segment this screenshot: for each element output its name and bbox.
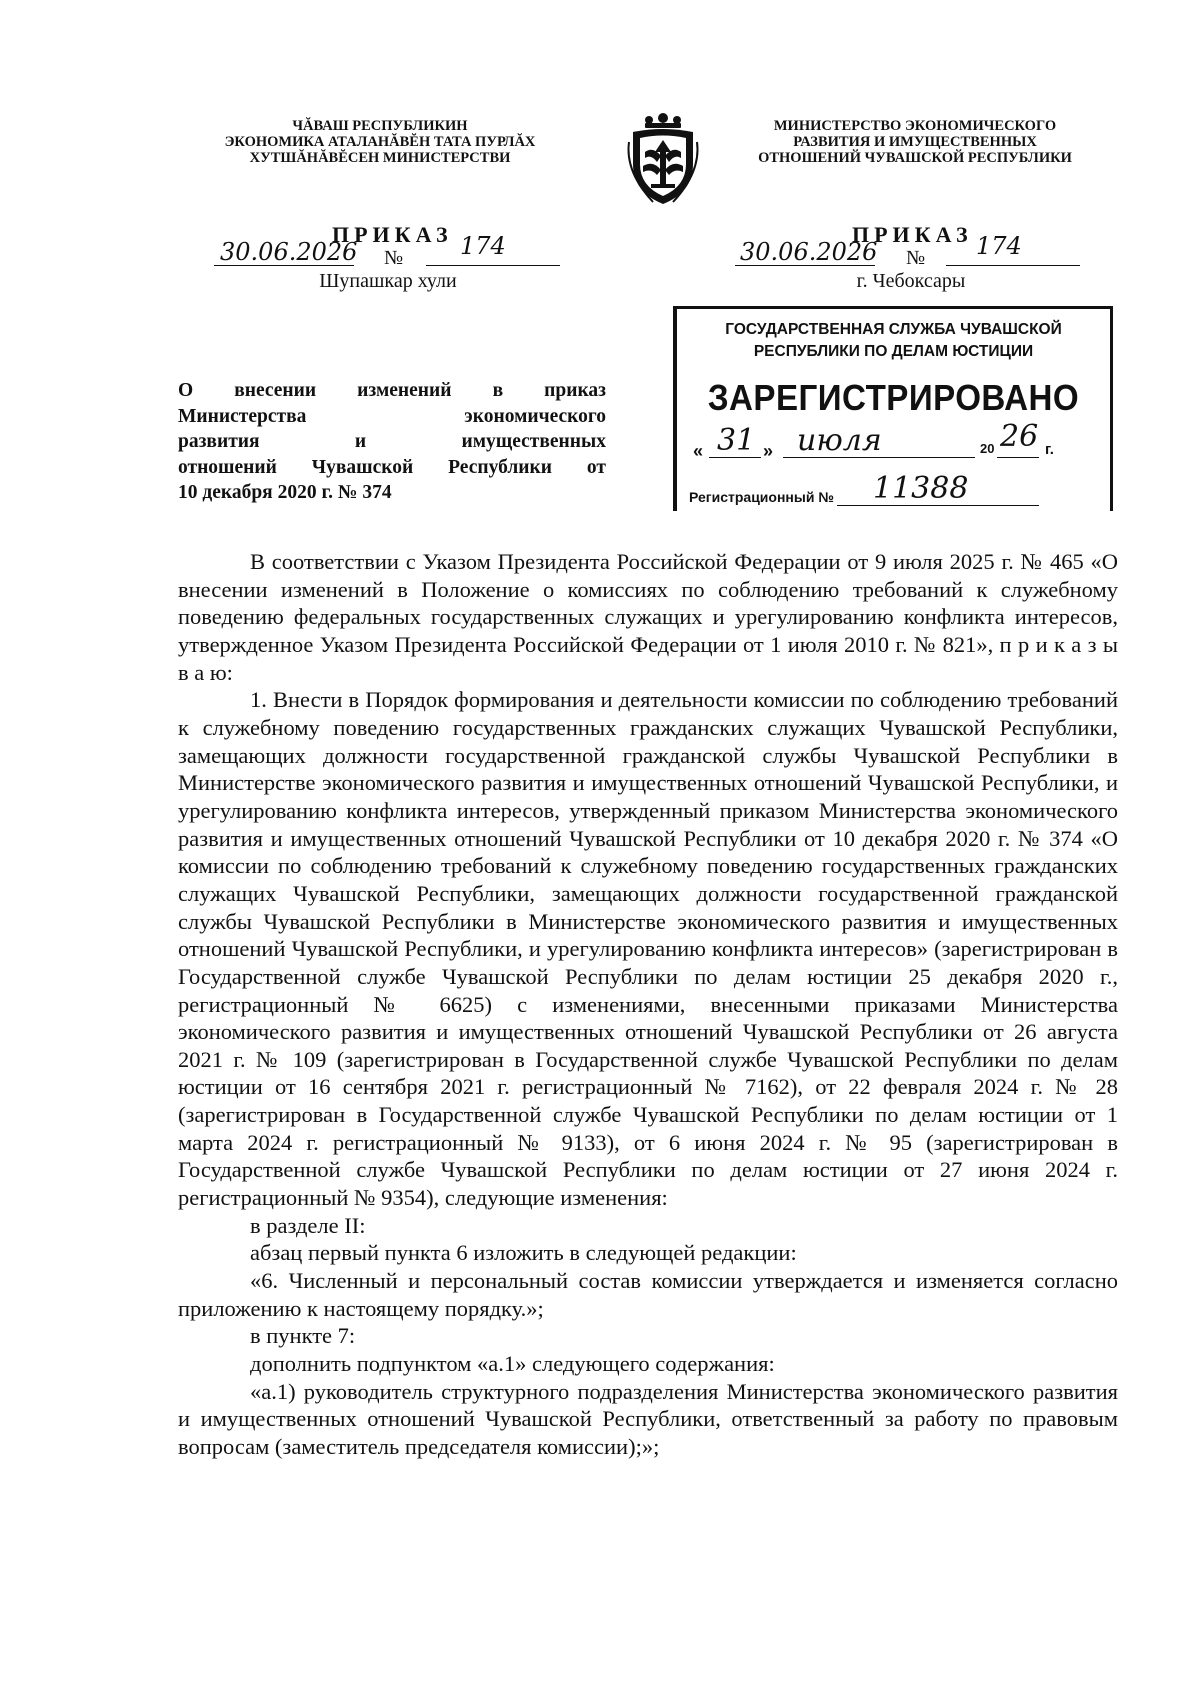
number-underline-left: [426, 265, 560, 266]
header-right-russian: [720, 118, 1110, 166]
subject-line: 10 декабря 2020 г. № 374: [178, 482, 392, 503]
number-sign-right: №: [906, 247, 926, 269]
stamp-year-mark: г.: [1045, 441, 1054, 458]
body-paragraph: в пункте 7:: [250, 1323, 356, 1349]
stamp-org-line: ГОСУДАРСТВЕННАЯ СЛУЖБА ЧУВАШСКОЙ: [725, 321, 1062, 338]
body-paragraph: в разделе II:: [250, 1212, 366, 1238]
order-title-right: ПРИКАЗ: [852, 222, 973, 247]
order-number-left: 174: [460, 232, 506, 260]
subject-line: отношений Чувашской Республики от: [178, 456, 606, 478]
stamp-year-underline: [997, 457, 1039, 458]
header-left-line: ЭКОНОМИКА АТАЛАНĂВĔН ТАТА ПУРЛĂХ: [224, 134, 536, 150]
body-paragraph-item-1: 1. Внести в Порядок формирования и деятельности комиссии по соблюдению требований к служебному поведению государственных гражданских служащих Чувашской Республики, замещающих должности государственной гражданской службы Чувашской Республики в Министерстве экономического развития и имущественных отношений Чувашской Республики, и урегулированию конфликта интересов, утвержденный приказом Министерства экономического развития и имущественных отношений Чувашской Республики от 10 декабря 2020 г. № 374 «О комиссии по соблюдению требований к служебному поведению государственных гражданских служащих Чувашской Республики, замещающих должности государственной гражданской службы Чувашской Республики в Министерстве экономического развития и имущественных отношений Чувашской Республики, и урегулированию конфликта интересов» (зарегистрирован в Государственной службе Чувашской Республики по делам юстиции 25 декабря 2020 г., регистрационный № 6625) с изменениями, внесенными приказами Министерства экономического развития и имущественных отношений Чувашской Республики от 26 августа 2021 г. № 109 (зарегистрирован в Государственной службе Чувашской Республики по делам юстиции от 16 сентября 2021 г. регистрационный № 7162), от 22 февраля 2024 г. № 28 (зарегистрирован в Государственной службе Чувашской Республики по делам юстиции от 1 марта 2024 г. регистрационный № 9133), от 6 июня 2024 г. № 95 (зарегистрирован в Государственной службе Чувашской Республики по делам юстиции от 27 июня 2024 г. регистрационный № 9354), следующие изменения:: [178, 687, 1118, 1211]
place-right: г. Чебоксары: [856, 270, 966, 292]
body-paragraph-quote: «а.1) руководитель структурного подразделения Министерства экономического развития и имущественных отношений Чувашской Республики, ответственный за работу по правовым вопросам (заместитель председателя комиссии);»;: [178, 1378, 1118, 1459]
subject-line: О внесении изменений в приказ: [178, 380, 606, 401]
body-paragraph-preamble: В соответствии с Указом Президента Российской Федерации от 9 июля 2025 г. № 465 «О внесении изменений в Положение о комиссиях по соблюдению требований к служебному поведению федеральных государственных служащих и урегулированию конфликта интересов, утвержденное Указом Президента Российской Федерации от 1 июля 2010 г. № 821», п р и к а з ы в а ю:: [178, 549, 1118, 685]
stamp-month-underline: [783, 457, 975, 458]
stamp-month: июля: [797, 423, 882, 458]
body-paragraph-quote: «6. Численный и персональный состав комиссии утверждается и изменяется согласно приложению к настоящему порядку.»;: [178, 1268, 1118, 1321]
body-paragraph: дополнить подпунктом «а.1» следующего содержания:: [250, 1351, 775, 1377]
stamp-quote-close: »: [763, 441, 774, 461]
date-underline-left: [214, 265, 354, 266]
stamp-reg-number: 11388: [873, 471, 969, 506]
header-right-line: РАЗВИТИЯ И ИМУЩЕСТВЕННЫХ: [793, 134, 1037, 150]
header-left-line: ХУТШĂНĂВĔСЕН МИНИСТЕРСТВИ: [249, 150, 511, 166]
header-right-line: ОТНОШЕНИЙ ЧУВАШСКОЙ РЕСПУБЛИКИ: [758, 150, 1072, 166]
stamp-reg-underline: [837, 505, 1039, 506]
stamp-quote-open: «: [693, 441, 704, 461]
registration-stamp: [673, 306, 1113, 511]
header-left-chuvash: [170, 118, 590, 166]
stamp-reg-label: Регистрационный №: [689, 489, 834, 505]
subject-line: Министерства экономического: [178, 405, 606, 427]
order-body: [178, 548, 1118, 1461]
subject-line: развития и имущественных: [178, 431, 606, 452]
order-date-left: 30.06.2026: [220, 238, 358, 266]
order-subject: [178, 378, 606, 506]
place-left: Шупашкар хули: [319, 270, 457, 292]
stamp-day: 31: [717, 423, 756, 458]
order-number-right: 174: [976, 232, 1022, 260]
stamp-org-line: РЕСПУБЛИКИ ПО ДЕЛАМ ЮСТИЦИИ: [753, 343, 1034, 360]
stamp-year-suffix: 26: [1000, 419, 1039, 454]
body-paragraph: абзац первый пункта 6 изложить в следующей редакции:: [250, 1240, 797, 1266]
order-date-right: 30.06.2026: [740, 238, 878, 266]
number-underline-right: [946, 265, 1080, 266]
coat-of-arms-icon: [623, 112, 703, 208]
order-title-left: ПРИКАЗ: [332, 222, 453, 247]
number-sign-left: №: [384, 247, 404, 269]
stamp-year-prefix: 20: [980, 441, 995, 456]
header-left-line: ЧĂВАШ РЕСПУБЛИКИН: [292, 118, 468, 134]
date-underline-right: [735, 265, 875, 266]
header-right-line: МИНИСТЕРСТВО ЭКОНОМИЧЕСКОГО: [773, 118, 1057, 134]
stamp-registered-label: ЗАРЕГИСТРИРОВАНО: [707, 377, 1080, 418]
stamp-organization: [677, 319, 1110, 363]
stamp-day-underline: [709, 457, 761, 458]
